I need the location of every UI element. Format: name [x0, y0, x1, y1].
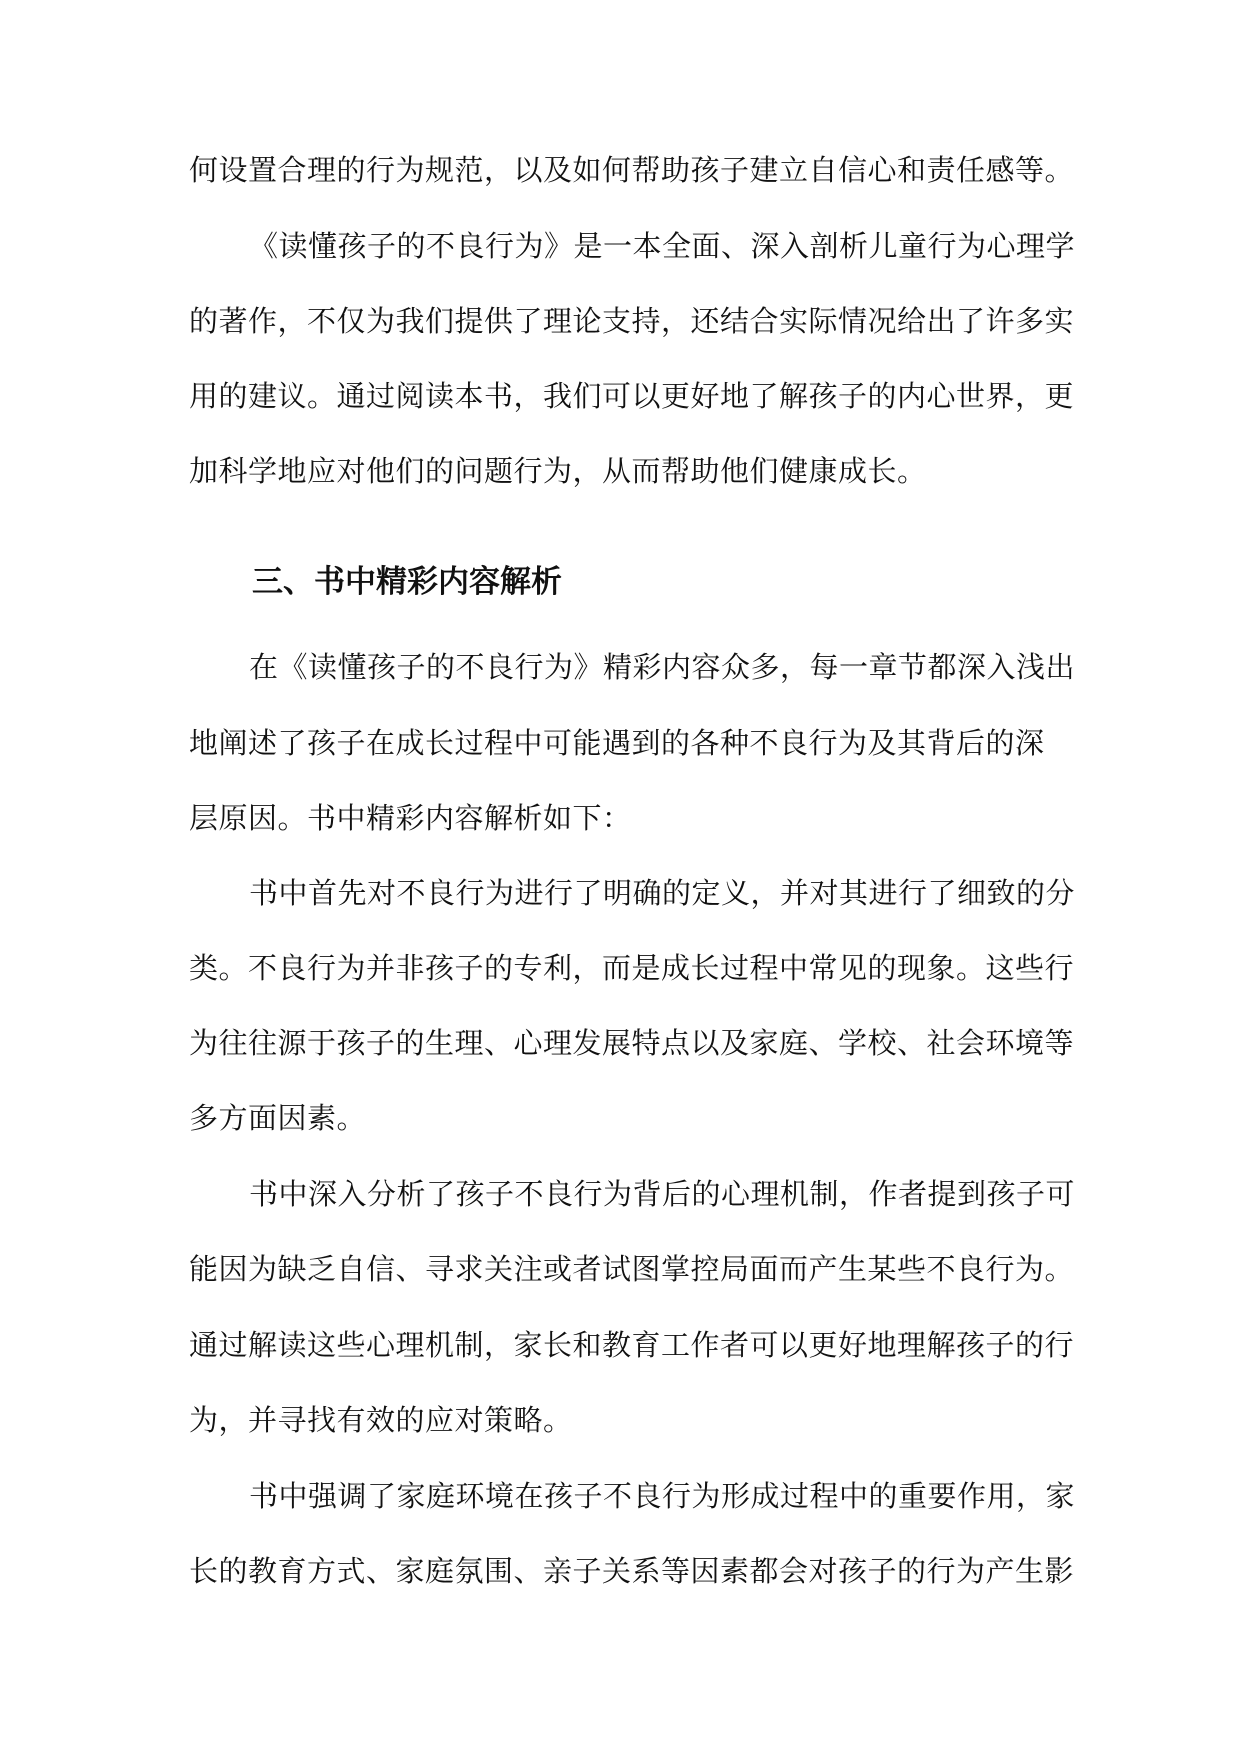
paragraph-line: 《读懂孩子的不良行为》是一本全面、深入剖析儿童行为心理学 [249, 229, 1076, 263]
paragraph-line: 的著作，不仅为我们提供了理论支持，还结合实际情况给出了许多实 [189, 304, 1075, 338]
paragraph-line: 地阐述了孩子在成长过程中可能遇到的各种不良行为及其背后的深 [189, 726, 1045, 760]
paragraph-line: 能因为缺乏自信、寻求关注或者试图掌控局面而产生某些不良行为。 [189, 1252, 1075, 1286]
paragraph-line: 多方面因素。 [189, 1101, 367, 1135]
paragraph-line: 层原因。书中精彩内容解析如下： [189, 801, 632, 835]
paragraph-line: 长的教育方式、家庭氛围、亲子关系等因素都会对孩子的行为产生影 [189, 1554, 1075, 1588]
paragraph-line: 加科学地应对他们的问题行为，从而帮助他们健康成长。 [189, 454, 927, 488]
paragraph-line: 为往往源于孩子的生理、心理发展特点以及家庭、学校、社会环境等 [189, 1026, 1075, 1060]
paragraph-line: 在《读懂孩子的不良行为》精彩内容众多，每一章节都深入浅出 [249, 650, 1076, 684]
section-heading: 三、书中精彩内容解析 [252, 564, 562, 600]
paragraph-line: 书中深入分析了孩子不良行为背后的心理机制，作者提到孩子可 [249, 1177, 1076, 1211]
paragraph-line: 用的建议。通过阅读本书，我们可以更好地了解孩子的内心世界，更 [189, 379, 1075, 413]
paragraph-line: 何设置合理的行为规范，以及如何帮助孩子建立自信心和责任感等。 [189, 153, 1075, 187]
paragraph-line: 书中强调了家庭环境在孩子不良行为形成过程中的重要作用，家 [249, 1479, 1076, 1513]
paragraph-line: 为，并寻找有效的应对策略。 [189, 1403, 573, 1437]
paragraph-line: 类。不良行为并非孩子的专利，而是成长过程中常见的现象。这些行 [189, 951, 1075, 985]
paragraph-line: 书中首先对不良行为进行了明确的定义，并对其进行了细致的分 [249, 876, 1076, 910]
paragraph-line: 通过解读这些心理机制，家长和教育工作者可以更好地理解孩子的行 [189, 1328, 1075, 1362]
